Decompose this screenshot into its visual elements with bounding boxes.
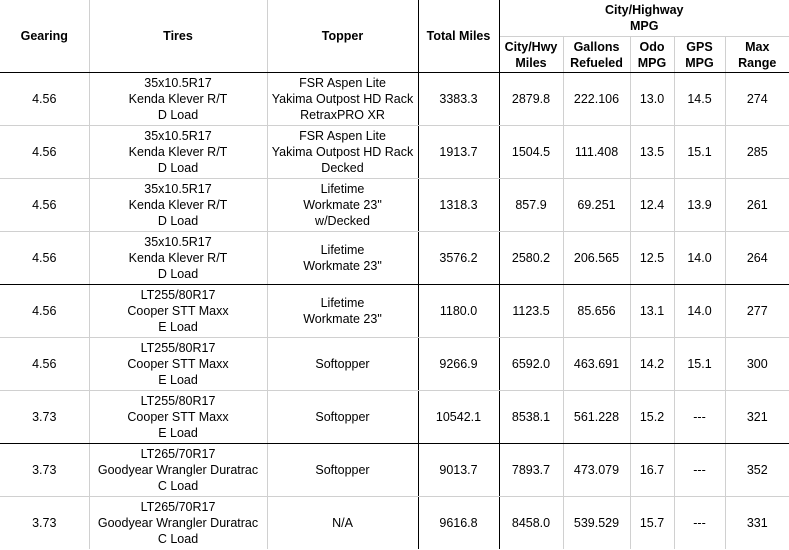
cell-tires-line: Kenda Klever R/T xyxy=(128,251,228,265)
cell-topper-line: Lifetime xyxy=(320,243,365,257)
header-topper: Topper xyxy=(267,0,418,73)
cell-gearing: 4.56 xyxy=(0,338,89,391)
cell-total-miles: 3383.3 xyxy=(418,73,499,126)
cell-gallons-refueled: 539.529 xyxy=(563,497,630,550)
cell-topper-line: Workmate 23" xyxy=(303,312,382,326)
cell-total-miles: 1913.7 xyxy=(418,126,499,179)
cell-tires-line: Goodyear Wrangler Duratrac xyxy=(97,516,259,530)
cell-gallons-refueled: 85.656 xyxy=(563,285,630,338)
cell-total-miles: 1318.3 xyxy=(418,179,499,232)
cell-tires xyxy=(89,232,267,285)
cell-gps-mpg: --- xyxy=(674,391,725,444)
cell-total-miles: 3576.2 xyxy=(418,232,499,285)
cell-gearing: 3.73 xyxy=(0,497,89,550)
cell-total-miles: 10542.1 xyxy=(418,391,499,444)
cell-tires-line: Kenda Klever R/T xyxy=(128,92,228,106)
cell-gallons-refueled: 69.251 xyxy=(563,179,630,232)
cell-tires xyxy=(89,285,267,338)
cell-max-range: 285 xyxy=(725,126,789,179)
cell-total-miles: 9616.8 xyxy=(418,497,499,550)
cell-tires xyxy=(89,497,267,550)
cell-gallons-refueled: 473.079 xyxy=(563,444,630,497)
cell-odo-mpg: 12.4 xyxy=(630,179,674,232)
cell-total-miles: 9266.9 xyxy=(418,338,499,391)
header-odo-mpg xyxy=(630,37,674,73)
cell-gallons-refueled: 463.691 xyxy=(563,338,630,391)
table-body xyxy=(0,73,789,550)
header-mpg-line: MPG xyxy=(630,19,659,33)
cell-topper-line: Yakima Outpost HD Rack xyxy=(271,92,414,106)
cell-gearing: 4.56 xyxy=(0,232,89,285)
cell-odo-mpg: 13.5 xyxy=(630,126,674,179)
table-header xyxy=(0,0,789,73)
header-city-hwy-miles xyxy=(499,37,563,73)
table-row xyxy=(0,73,789,126)
cell-tires-line: LT265/70R17 xyxy=(140,500,216,514)
cell-tires-line: 35x10.5R17 xyxy=(144,76,212,90)
cell-tires-line: D Load xyxy=(157,161,199,175)
cell-topper-line: Softopper xyxy=(315,357,370,371)
cell-topper-line: Yakima Outpost HD Rack xyxy=(271,145,414,159)
cell-tires-line: Cooper STT Maxx xyxy=(127,410,229,424)
table-row xyxy=(0,232,789,285)
cell-topper xyxy=(267,126,418,179)
cell-tires xyxy=(89,338,267,391)
cell-odo-mpg: 14.2 xyxy=(630,338,674,391)
cell-tires-line: C Load xyxy=(157,479,199,493)
cell-gallons-refueled: 206.565 xyxy=(563,232,630,285)
cell-gallons-refueled: 222.106 xyxy=(563,73,630,126)
cell-tires xyxy=(89,73,267,126)
cell-total-miles: 9013.7 xyxy=(418,444,499,497)
cell-city-hwy-miles: 857.9 xyxy=(499,179,563,232)
cell-gps-mpg: --- xyxy=(674,497,725,550)
cell-topper xyxy=(267,497,418,550)
cell-gearing: 3.73 xyxy=(0,391,89,444)
cell-max-range: 264 xyxy=(725,232,789,285)
cell-topper-line: RetraxPRO XR xyxy=(300,108,385,122)
cell-max-range: 261 xyxy=(725,179,789,232)
cell-tires-line: LT265/70R17 xyxy=(140,447,216,461)
table-row xyxy=(0,338,789,391)
cell-tires xyxy=(89,126,267,179)
cell-tires-line: Cooper STT Maxx xyxy=(127,357,229,371)
cell-city-hwy-miles: 2879.8 xyxy=(499,73,563,126)
cell-city-hwy-miles: 7893.7 xyxy=(499,444,563,497)
header-city-hwy-line1: City/Hwy xyxy=(504,39,558,54)
cell-odo-mpg: 15.2 xyxy=(630,391,674,444)
cell-odo-mpg: 15.7 xyxy=(630,497,674,550)
cell-gearing: 3.73 xyxy=(0,444,89,497)
cell-total-miles: 1180.0 xyxy=(418,285,499,338)
cell-tires-line: 35x10.5R17 xyxy=(144,182,212,196)
cell-topper-line: FSR Aspen Lite xyxy=(299,129,386,143)
cell-gearing: 4.56 xyxy=(0,285,89,338)
header-odo-line2: MPG xyxy=(637,55,667,70)
cell-tires-line: D Load xyxy=(157,214,199,228)
table-row xyxy=(0,285,789,338)
cell-gps-mpg: 15.1 xyxy=(674,338,725,391)
cell-gearing: 4.56 xyxy=(0,73,89,126)
cell-odo-mpg: 13.0 xyxy=(630,73,674,126)
header-gallons-line1: Gallons xyxy=(573,39,620,54)
cell-tires xyxy=(89,391,267,444)
cell-max-range: 352 xyxy=(725,444,789,497)
cell-tires-line: 35x10.5R17 xyxy=(144,235,212,249)
cell-city-hwy-miles: 6592.0 xyxy=(499,338,563,391)
cell-gearing: 4.56 xyxy=(0,126,89,179)
cell-max-range: 300 xyxy=(725,338,789,391)
cell-gps-mpg: --- xyxy=(674,444,725,497)
cell-tires-line: E Load xyxy=(158,373,198,387)
header-tires: Tires xyxy=(89,0,267,73)
cell-max-range: 321 xyxy=(725,391,789,444)
header-city-highway-mpg xyxy=(499,0,789,37)
cell-tires-line: LT255/80R17 xyxy=(140,394,216,408)
cell-max-range: 277 xyxy=(725,285,789,338)
cell-topper-line: Lifetime xyxy=(320,182,365,196)
cell-gallons-refueled: 561.228 xyxy=(563,391,630,444)
cell-max-range: 274 xyxy=(725,73,789,126)
cell-tires-line: Cooper STT Maxx xyxy=(127,304,229,318)
cell-topper-line: Workmate 23" xyxy=(303,259,382,273)
header-max-range xyxy=(725,37,789,73)
cell-gps-mpg: 14.5 xyxy=(674,73,725,126)
cell-tires-line: Kenda Klever R/T xyxy=(128,145,228,159)
cell-topper-line: Softopper xyxy=(315,463,370,477)
cell-tires-line: D Load xyxy=(157,267,199,281)
cell-gps-mpg: 13.9 xyxy=(674,179,725,232)
cell-topper-line: Decked xyxy=(321,161,364,175)
header-gps-line1: GPS xyxy=(686,39,713,54)
cell-gallons-refueled: 111.408 xyxy=(563,126,630,179)
cell-city-hwy-miles: 2580.2 xyxy=(499,232,563,285)
cell-tires-line: C Load xyxy=(157,532,199,546)
table-row xyxy=(0,391,789,444)
table-row xyxy=(0,179,789,232)
cell-topper-line: N/A xyxy=(332,516,353,530)
header-gps-mpg xyxy=(674,37,725,73)
cell-tires-line: E Load xyxy=(158,320,198,334)
cell-city-hwy-miles: 1504.5 xyxy=(499,126,563,179)
cell-topper xyxy=(267,179,418,232)
header-city-highway-line: City/Highway xyxy=(605,3,684,17)
cell-topper xyxy=(267,391,418,444)
cell-tires-line: LT255/80R17 xyxy=(140,288,216,302)
header-city-hwy-line2: Miles xyxy=(515,55,547,70)
cell-odo-mpg: 12.5 xyxy=(630,232,674,285)
cell-gps-mpg: 14.0 xyxy=(674,285,725,338)
table-row xyxy=(0,126,789,179)
cell-tires xyxy=(89,444,267,497)
cell-max-range: 331 xyxy=(746,516,768,530)
cell-city-hwy-miles: 8538.1 xyxy=(499,391,563,444)
cell-topper xyxy=(267,285,418,338)
header-odo-line1: Odo xyxy=(639,39,665,54)
cell-tires-line: D Load xyxy=(157,108,199,122)
header-gallons-line2: Refueled xyxy=(570,55,623,70)
cell-gearing: 4.56 xyxy=(0,179,89,232)
header-gps-line2: MPG xyxy=(685,55,714,70)
cell-topper xyxy=(267,338,418,391)
header-max-line2: Range xyxy=(738,55,777,70)
header-max-line1: Max xyxy=(745,39,770,54)
cell-tires-line: 35x10.5R17 xyxy=(144,129,212,143)
cell-tires-line: LT255/80R17 xyxy=(140,341,216,355)
cell-tires xyxy=(89,179,267,232)
cell-topper-line: Workmate 23" xyxy=(303,198,382,212)
cell-city-hwy-miles: 1123.5 xyxy=(499,285,563,338)
cell-tires-line: Goodyear Wrangler Duratrac xyxy=(97,463,259,477)
cell-odo-mpg: 13.1 xyxy=(630,285,674,338)
table-row xyxy=(0,444,789,497)
header-gearing: Gearing xyxy=(0,0,89,73)
header-gallons-refueled xyxy=(563,37,630,73)
cell-topper-line: Softopper xyxy=(315,410,370,424)
cell-tires-line: Kenda Klever R/T xyxy=(128,198,228,212)
cell-topper-line: w/Decked xyxy=(315,214,370,228)
cell-topper xyxy=(267,444,418,497)
cell-topper-line: FSR Aspen Lite xyxy=(299,76,386,90)
cell-topper xyxy=(267,232,418,285)
cell-topper xyxy=(267,73,418,126)
header-total-miles: Total Miles xyxy=(418,0,499,73)
cell-tires-line: E Load xyxy=(158,426,198,440)
cell-city-hwy-miles: 8458.0 xyxy=(499,497,563,550)
cell-gps-mpg: 15.1 xyxy=(674,126,725,179)
cell-odo-mpg: 16.7 xyxy=(630,444,674,497)
cell-gps-mpg: 14.0 xyxy=(674,232,725,285)
cell-topper-line: Lifetime xyxy=(320,296,365,310)
table-row xyxy=(0,497,789,550)
